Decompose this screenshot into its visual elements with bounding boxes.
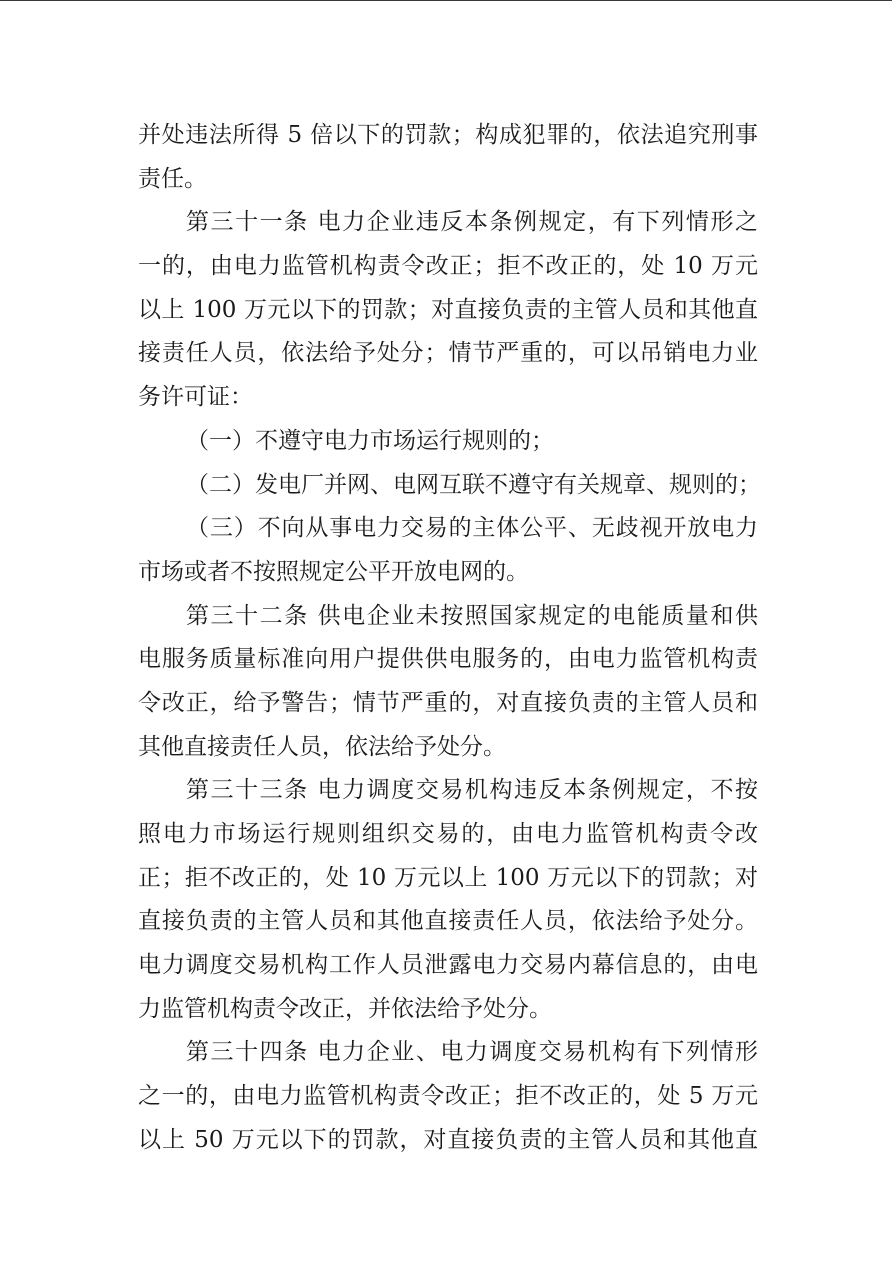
list-item-3: （三）不向从事电力交易的主体公平、无歧视开放电力 (186, 515, 758, 542)
text-line: 务许可证： (138, 384, 253, 411)
text-line: 电力调度交易机构工作人员泄露电力交易内幕信息的，由电 (138, 952, 758, 979)
text-line: 责任。 (138, 165, 207, 192)
text-line: 一的，由电力监管机构责令改正；拒不改正的，处 10 万元 (138, 253, 758, 280)
text-line: 力监管机构责令改正，并依法给予处分。 (138, 995, 552, 1022)
article-34-heading-line: 第三十四条 电力企业、电力调度交易机构有下列情形 (186, 1039, 758, 1066)
text-line: 其他直接责任人员，依法给予处分。 (138, 733, 506, 760)
text-line: 接责任人员，依法给予处分；情节严重的，可以吊销电力业 (138, 340, 758, 367)
text-line: 以上 50 万元以下的罚款，对直接负责的主管人员和其他直 (138, 1126, 758, 1153)
text-line: 并处违法所得 5 倍以下的罚款；构成犯罪的，依法追究刑事 (138, 122, 758, 148)
list-item-2: （二）发电厂并网、电网互联不遵守有关规章、规则的； (186, 471, 761, 498)
text-line: 市场或者不按照规定公平开放电网的。 (138, 558, 529, 585)
text-line: 正；拒不改正的，处 10 万元以上 100 万元以下的罚款；对 (138, 864, 758, 891)
list-item-1: （一）不遵守电力市场运行规则的； (186, 427, 554, 454)
text-line: 之一的，由电力监管机构责令改正；拒不改正的，处 5 万元 (138, 1083, 758, 1110)
text-line: 令改正，给予警告；情节严重的，对直接负责的主管人员和 (138, 689, 758, 716)
article-33-heading-line: 第三十三条 电力调度交易机构违反本条例规定，不按 (186, 777, 758, 804)
body-text (138, 114, 761, 1163)
article-31-heading-line: 第三十一条 电力企业违反本条例规定，有下列情形之 (186, 209, 758, 236)
text-line: 直接负责的主管人员和其他直接责任人员，依法给予处分。 (138, 908, 758, 935)
text-line: 以上 100 万元以下的罚款；对直接负责的主管人员和其他直 (138, 296, 758, 323)
text-line: 电服务质量标准向用户提供供电服务的，由电力监管机构责 (138, 646, 758, 673)
text-line: 照电力市场运行规则组织交易的，由电力监管机构责令改 (138, 821, 758, 847)
article-32-heading-line: 第三十二条 供电企业未按照国家规定的电能质量和供 (186, 602, 758, 629)
